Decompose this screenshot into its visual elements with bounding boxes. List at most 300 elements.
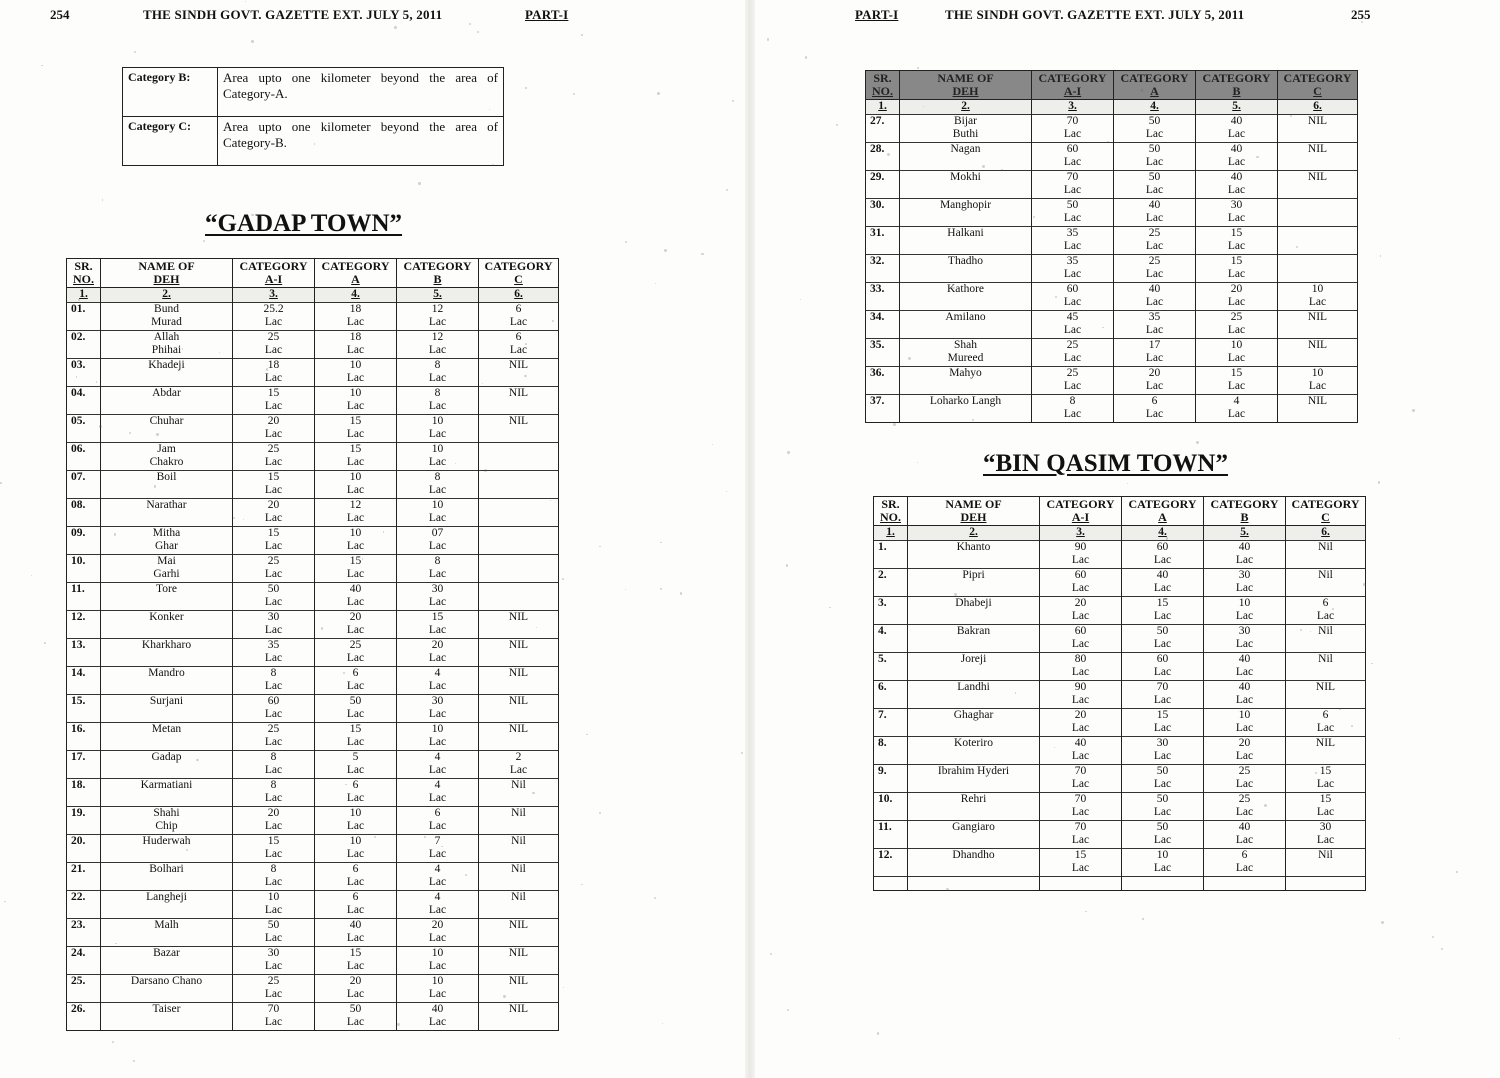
rate-value: 6 xyxy=(352,778,359,791)
part-label: PART-I xyxy=(525,7,569,22)
scan-speck xyxy=(536,627,537,628)
deh-name xyxy=(101,778,233,806)
rate-cell-a xyxy=(1122,764,1204,792)
deh-name-line: Konker xyxy=(149,610,184,623)
deh-name xyxy=(908,568,1040,596)
rate-cell-c xyxy=(479,498,559,526)
rate-unit: Lac xyxy=(1153,666,1172,678)
rate-cell-b xyxy=(1204,540,1286,568)
column-header-line: NO. xyxy=(872,84,893,98)
deh-name-line: Ibrahim Hyderi xyxy=(937,764,1010,777)
rate-unit: Lac xyxy=(264,904,283,916)
deh-name-line: Jam xyxy=(157,442,176,455)
deh-name-line: Phihai xyxy=(151,344,182,356)
rate-cell-b xyxy=(397,750,479,778)
running-head: THE SINDH GOVT. GAZETTE EXT. JULY 5, 2011 xyxy=(143,7,443,22)
scan-speck xyxy=(397,1023,399,1025)
rate-value: 70 xyxy=(1066,170,1079,183)
rate-unit: Lac xyxy=(264,400,283,412)
column-number: 6. xyxy=(479,288,559,303)
deh-table-gadap xyxy=(66,258,559,1031)
table-row xyxy=(67,470,559,498)
serial-number: 09. xyxy=(67,526,101,554)
table-row xyxy=(874,848,1366,876)
rate-unit: Lac xyxy=(1153,638,1172,650)
rate-cell-b xyxy=(1196,366,1278,394)
deh-name-line: Bolhari xyxy=(149,862,184,875)
rate-value: Nil xyxy=(1318,624,1333,637)
serial-number: 12. xyxy=(874,848,908,876)
rate-unit: Lac xyxy=(428,540,447,552)
rate-unit: Lac xyxy=(264,848,283,860)
scan-speck xyxy=(1432,936,1434,938)
rate-value: 15 xyxy=(349,722,362,735)
rate-unit: Lac xyxy=(1071,778,1090,790)
deh-name-line: Joreji xyxy=(960,652,987,665)
rate-value: 25 xyxy=(1066,338,1079,351)
rate-value: 15 xyxy=(349,946,362,959)
rate-cell-b xyxy=(1196,226,1278,254)
rate-unit: Lac xyxy=(1071,610,1090,622)
rate-cell-c xyxy=(1278,310,1358,338)
rate-value: 50 xyxy=(1148,170,1161,183)
serial-number: 3. xyxy=(874,596,908,624)
rate-cell-a xyxy=(315,414,397,442)
rate-cell-a xyxy=(315,778,397,806)
deh-name-line: Mitha xyxy=(152,526,181,539)
rate-value: 10 xyxy=(431,722,444,735)
table-row xyxy=(67,806,559,834)
rate-unit: Lac xyxy=(1235,582,1254,594)
rate-value: 90 xyxy=(1074,540,1087,553)
scan-speck xyxy=(726,189,728,191)
rate-unit: Lac xyxy=(1063,184,1082,196)
rate-cell-a-i xyxy=(233,694,315,722)
column-header-line: NAME OF xyxy=(138,259,195,273)
rate-unit: Lac xyxy=(1145,156,1164,168)
rate-value: 20 xyxy=(267,498,280,511)
rate-cell-a xyxy=(315,694,397,722)
rate-cell-a xyxy=(1122,596,1204,624)
page-gutter xyxy=(745,0,755,1078)
rate-value: 20 xyxy=(349,610,362,623)
deh-name-line: Surjani xyxy=(149,694,184,707)
rate-cell-a xyxy=(1114,366,1196,394)
category-row xyxy=(123,68,504,117)
rate-unit: Lac xyxy=(1235,778,1254,790)
column-number: 2. xyxy=(900,100,1032,115)
rate-value: 30 xyxy=(1156,736,1169,749)
rate-value: 30 xyxy=(431,582,444,595)
rate-unit: Lac xyxy=(428,960,447,972)
rate-value: 25 xyxy=(1148,226,1161,239)
rate-value: 4 xyxy=(1233,394,1240,407)
rate-unit: Lac xyxy=(428,400,447,412)
rate-cell-a xyxy=(315,442,397,470)
deh-name xyxy=(908,736,1040,764)
rate-value: Nil xyxy=(1318,568,1333,581)
rate-cell-a xyxy=(315,1002,397,1030)
deh-name xyxy=(101,582,233,610)
table-row xyxy=(874,820,1366,848)
scan-speck xyxy=(129,432,131,434)
rate-value: 25 xyxy=(1238,792,1251,805)
deh-name-line: Shah xyxy=(954,338,977,351)
rate-value: NIL xyxy=(508,610,529,623)
rate-cell-a-i xyxy=(233,722,315,750)
serial-number: 14. xyxy=(67,666,101,694)
column-header xyxy=(866,71,900,100)
rate-unit: Lac xyxy=(346,372,365,384)
rate-unit: Lac xyxy=(264,708,283,720)
rate-value: 60 xyxy=(1074,568,1087,581)
table-row xyxy=(67,442,559,470)
deh-name-line: Langheji xyxy=(146,890,187,903)
rate-value: 6 xyxy=(352,666,359,679)
rate-value: 40 xyxy=(349,918,362,931)
deh-name xyxy=(900,254,1032,282)
serial-number: 5. xyxy=(874,652,908,680)
deh-name-line: Khanto xyxy=(956,540,991,553)
column-header xyxy=(1204,497,1286,526)
rate-unit: Lac xyxy=(264,764,283,776)
column-number-row xyxy=(866,100,1358,115)
rate-cell-a xyxy=(1122,568,1204,596)
rate-value: 8 xyxy=(270,862,277,875)
rate-value: 8 xyxy=(434,386,441,399)
deh-name-line: Garhi xyxy=(153,568,180,580)
table-row xyxy=(67,974,559,1002)
rate-cell-a-i xyxy=(1040,652,1122,680)
rate-unit: Lac xyxy=(428,736,447,748)
rate-unit: Lac xyxy=(1063,212,1082,224)
deh-name xyxy=(101,1002,233,1030)
rate-value: 25 xyxy=(267,974,280,987)
deh-name xyxy=(101,554,233,582)
rate-unit: Lac xyxy=(1227,268,1246,280)
table-row xyxy=(67,358,559,386)
rate-unit: Lac xyxy=(509,316,528,328)
rate-unit: Lac xyxy=(346,960,365,972)
rate-unit: Lac xyxy=(264,988,283,1000)
deh-table-bin-qasim xyxy=(873,496,1366,891)
rate-cell-c xyxy=(479,974,559,1002)
column-number: 5. xyxy=(1196,100,1278,115)
rate-unit: Lac xyxy=(346,932,365,944)
deh-name xyxy=(101,358,233,386)
rate-cell-a-i xyxy=(233,610,315,638)
rate-value: 15 xyxy=(267,834,280,847)
scan-speck xyxy=(484,469,487,472)
deh-name xyxy=(101,302,233,330)
rate-cell-a-i xyxy=(233,834,315,862)
rate-value: 8 xyxy=(270,666,277,679)
rate-cell-c xyxy=(479,610,559,638)
rate-value: 40 xyxy=(1156,568,1169,581)
rate-cell-a-i xyxy=(1040,708,1122,736)
rate-unit: Lac xyxy=(264,484,283,496)
rate-unit: Lac xyxy=(346,624,365,636)
rate-cell-a xyxy=(315,862,397,890)
rate-value: 60 xyxy=(1066,282,1079,295)
rate-value: NIL xyxy=(1307,394,1328,407)
rate-cell-a-i xyxy=(233,1002,315,1030)
deh-name xyxy=(900,310,1032,338)
rate-value: 70 xyxy=(1074,820,1087,833)
serial-number: 18. xyxy=(67,778,101,806)
rate-cell-a xyxy=(1114,198,1196,226)
rate-cell-a xyxy=(315,638,397,666)
deh-name xyxy=(908,540,1040,568)
column-header xyxy=(900,71,1032,100)
rate-cell-a xyxy=(315,918,397,946)
rate-unit: Lac xyxy=(346,456,365,468)
serial-number: 20. xyxy=(67,834,101,862)
deh-name-line: Murad xyxy=(151,316,182,328)
rate-value: 70 xyxy=(1156,680,1169,693)
serial-number: 31. xyxy=(866,226,900,254)
deh-name-line: Buthi xyxy=(952,128,979,140)
rate-value: 20 xyxy=(1074,708,1087,721)
deh-name-line: Landhi xyxy=(957,680,990,693)
rate-value: NIL xyxy=(508,638,529,651)
rate-unit: Lac xyxy=(346,484,365,496)
rate-cell-c xyxy=(1278,198,1358,226)
column-number: 6. xyxy=(1278,100,1358,115)
column-header-line: B xyxy=(1232,84,1241,98)
rate-value: 25 xyxy=(1148,254,1161,267)
rate-cell-b xyxy=(1204,680,1286,708)
deh-name-line: Mai xyxy=(157,554,176,567)
rate-value: 6 xyxy=(515,330,522,343)
rate-cell-c xyxy=(479,582,559,610)
rate-cell-b xyxy=(1204,624,1286,652)
scan-speck xyxy=(550,500,551,501)
column-number: 4. xyxy=(315,288,397,303)
rate-value: 18 xyxy=(267,358,280,371)
rate-value: 70 xyxy=(1074,792,1087,805)
column-header-line: A-I xyxy=(264,272,283,286)
rate-cell-b xyxy=(1204,792,1286,820)
scan-speck xyxy=(893,423,896,426)
rate-unit: Lac xyxy=(1235,750,1254,762)
deh-name-line: Bazar xyxy=(153,946,180,959)
rate-unit: Lac xyxy=(264,680,283,692)
rate-value: 60 xyxy=(1156,540,1169,553)
rate-unit: Lac xyxy=(1316,610,1335,622)
rate-value: 10 xyxy=(349,358,362,371)
rate-value: 15 xyxy=(431,610,444,623)
deh-name-line: Chuhar xyxy=(149,414,184,427)
rate-unit: Lac xyxy=(1153,610,1172,622)
column-header-line: CATEGORY xyxy=(1046,497,1115,511)
serial-number: 06. xyxy=(67,442,101,470)
rate-value: 20 xyxy=(1238,736,1251,749)
rate-value: NIL xyxy=(508,946,529,959)
table-row xyxy=(67,722,559,750)
rate-value: Nil xyxy=(1318,652,1333,665)
rate-cell-a xyxy=(315,890,397,918)
rate-cell-a-i xyxy=(233,862,315,890)
rate-unit: Lac xyxy=(1153,806,1172,818)
rate-cell-c xyxy=(479,722,559,750)
rate-value: 20 xyxy=(1148,366,1161,379)
serial-number: 01. xyxy=(67,302,101,330)
scan-speck xyxy=(503,995,505,997)
column-header-line: SR. xyxy=(881,497,900,511)
rate-unit: Lac xyxy=(428,680,447,692)
scan-speck xyxy=(0,482,2,484)
rate-unit: Lac xyxy=(1071,862,1090,874)
rate-unit: Lac xyxy=(1071,582,1090,594)
rate-cell-a-i xyxy=(1040,736,1122,764)
rate-value: 50 xyxy=(1156,820,1169,833)
scan-speck xyxy=(1264,804,1267,807)
rate-unit: Lac xyxy=(1145,296,1164,308)
deh-name-line: Mahyo xyxy=(949,366,982,379)
deh-name xyxy=(908,764,1040,792)
rate-value: 30 xyxy=(1238,624,1251,637)
scan-speck xyxy=(233,517,235,519)
deh-name xyxy=(900,338,1032,366)
rate-unit: Lac xyxy=(1063,128,1082,140)
deh-name xyxy=(101,834,233,862)
empty-cell xyxy=(1286,876,1366,890)
rate-cell-a xyxy=(315,330,397,358)
rate-value: 50 xyxy=(1156,792,1169,805)
column-header xyxy=(1196,71,1278,100)
rate-unit: Lac xyxy=(264,932,283,944)
column-header xyxy=(1032,71,1114,100)
rate-unit: Lac xyxy=(1153,862,1172,874)
serial-number: 33. xyxy=(866,282,900,310)
rate-unit: Lac xyxy=(1153,582,1172,594)
scan-speck xyxy=(78,299,80,301)
rate-cell-b xyxy=(397,358,479,386)
rate-unit: Lac xyxy=(264,1016,283,1028)
town-title: “GADAP TOWN” xyxy=(205,210,403,237)
rate-value: NIL xyxy=(508,1002,529,1015)
rate-cell-a xyxy=(1114,114,1196,142)
column-header-line: CATEGORY xyxy=(1283,71,1352,85)
table-row xyxy=(67,330,559,358)
rate-cell-a-i xyxy=(233,498,315,526)
scan-speck xyxy=(726,491,727,492)
rate-unit: Lac xyxy=(1153,554,1172,566)
serial-number: 6. xyxy=(874,680,908,708)
rate-unit: Lac xyxy=(1308,296,1327,308)
rate-cell-c xyxy=(1286,652,1366,680)
rate-unit: Lac xyxy=(1235,862,1254,874)
scan-speck xyxy=(1054,14,1056,16)
scan-speck xyxy=(599,546,601,548)
scan-speck xyxy=(455,463,456,464)
scan-speck xyxy=(680,592,682,594)
column-number: 5. xyxy=(1204,526,1286,541)
deh-name xyxy=(101,498,233,526)
rate-unit: Lac xyxy=(264,624,283,636)
table-row xyxy=(874,792,1366,820)
rate-cell-b xyxy=(1196,282,1278,310)
rate-unit: Lac xyxy=(1153,694,1172,706)
rate-value: 20 xyxy=(349,974,362,987)
deh-name-line: Kathore xyxy=(946,282,985,295)
deh-name xyxy=(101,862,233,890)
rate-value: 10 xyxy=(431,498,444,511)
scan-speck xyxy=(424,836,426,838)
rate-unit: Lac xyxy=(1235,806,1254,818)
rate-cell-b xyxy=(1196,170,1278,198)
table-row xyxy=(67,750,559,778)
rate-cell-b xyxy=(397,666,479,694)
scan-speck xyxy=(44,642,46,644)
rate-unit: Lac xyxy=(264,960,283,972)
deh-name-line: Bund xyxy=(154,302,179,315)
rate-value: 30 xyxy=(267,610,280,623)
rate-unit: Lac xyxy=(1145,184,1164,196)
deh-name xyxy=(101,666,233,694)
serial-number: 26. xyxy=(67,1002,101,1030)
rate-value: 25 xyxy=(267,330,280,343)
column-header xyxy=(67,259,101,288)
rate-unit: Lac xyxy=(1063,296,1082,308)
rate-value: NIL xyxy=(508,358,529,371)
scan-speck xyxy=(1310,631,1311,632)
deh-name xyxy=(101,750,233,778)
rate-value: 15 xyxy=(1230,254,1243,267)
rate-unit: Lac xyxy=(264,316,283,328)
rate-value: 6 xyxy=(515,302,522,315)
rate-value: 40 xyxy=(1074,736,1087,749)
rate-cell-a xyxy=(1122,848,1204,876)
column-header-line: B xyxy=(433,272,442,286)
rate-unit: Lac xyxy=(1145,324,1164,336)
rate-cell-a xyxy=(315,498,397,526)
deh-name xyxy=(101,638,233,666)
rate-value: 25 xyxy=(1238,764,1251,777)
rate-value: 80 xyxy=(1074,652,1087,665)
column-number: 4. xyxy=(1122,526,1204,541)
rate-value: 20 xyxy=(267,414,280,427)
column-header-line: CATEGORY xyxy=(1291,497,1360,511)
rate-cell-a-i xyxy=(233,414,315,442)
rate-cell-c xyxy=(479,554,559,582)
rate-unit: Lac xyxy=(428,988,447,1000)
serial-number: 32. xyxy=(866,254,900,282)
deh-name-line: Malh xyxy=(154,918,179,931)
rate-value: 10 xyxy=(1311,366,1324,379)
table-row xyxy=(67,386,559,414)
scan-speck xyxy=(383,531,384,532)
column-header-line: C xyxy=(1321,510,1330,524)
column-header xyxy=(233,259,315,288)
deh-name xyxy=(900,226,1032,254)
rate-cell-a xyxy=(315,974,397,1002)
rate-cell-a-i xyxy=(233,806,315,834)
rate-unit: Lac xyxy=(346,428,365,440)
deh-name xyxy=(101,722,233,750)
rate-unit: Lac xyxy=(428,932,447,944)
rate-cell-c xyxy=(479,526,559,554)
rate-unit: Lac xyxy=(1227,408,1246,420)
table-row xyxy=(866,170,1358,198)
column-number: 1. xyxy=(67,288,101,303)
scan-speck xyxy=(203,240,205,242)
category-text: Area upto one kilometer beyond the area of Category-B. xyxy=(218,117,504,166)
serial-number: 10. xyxy=(874,792,908,820)
rate-cell-a-i xyxy=(233,666,315,694)
rate-unit: Lac xyxy=(1145,268,1164,280)
